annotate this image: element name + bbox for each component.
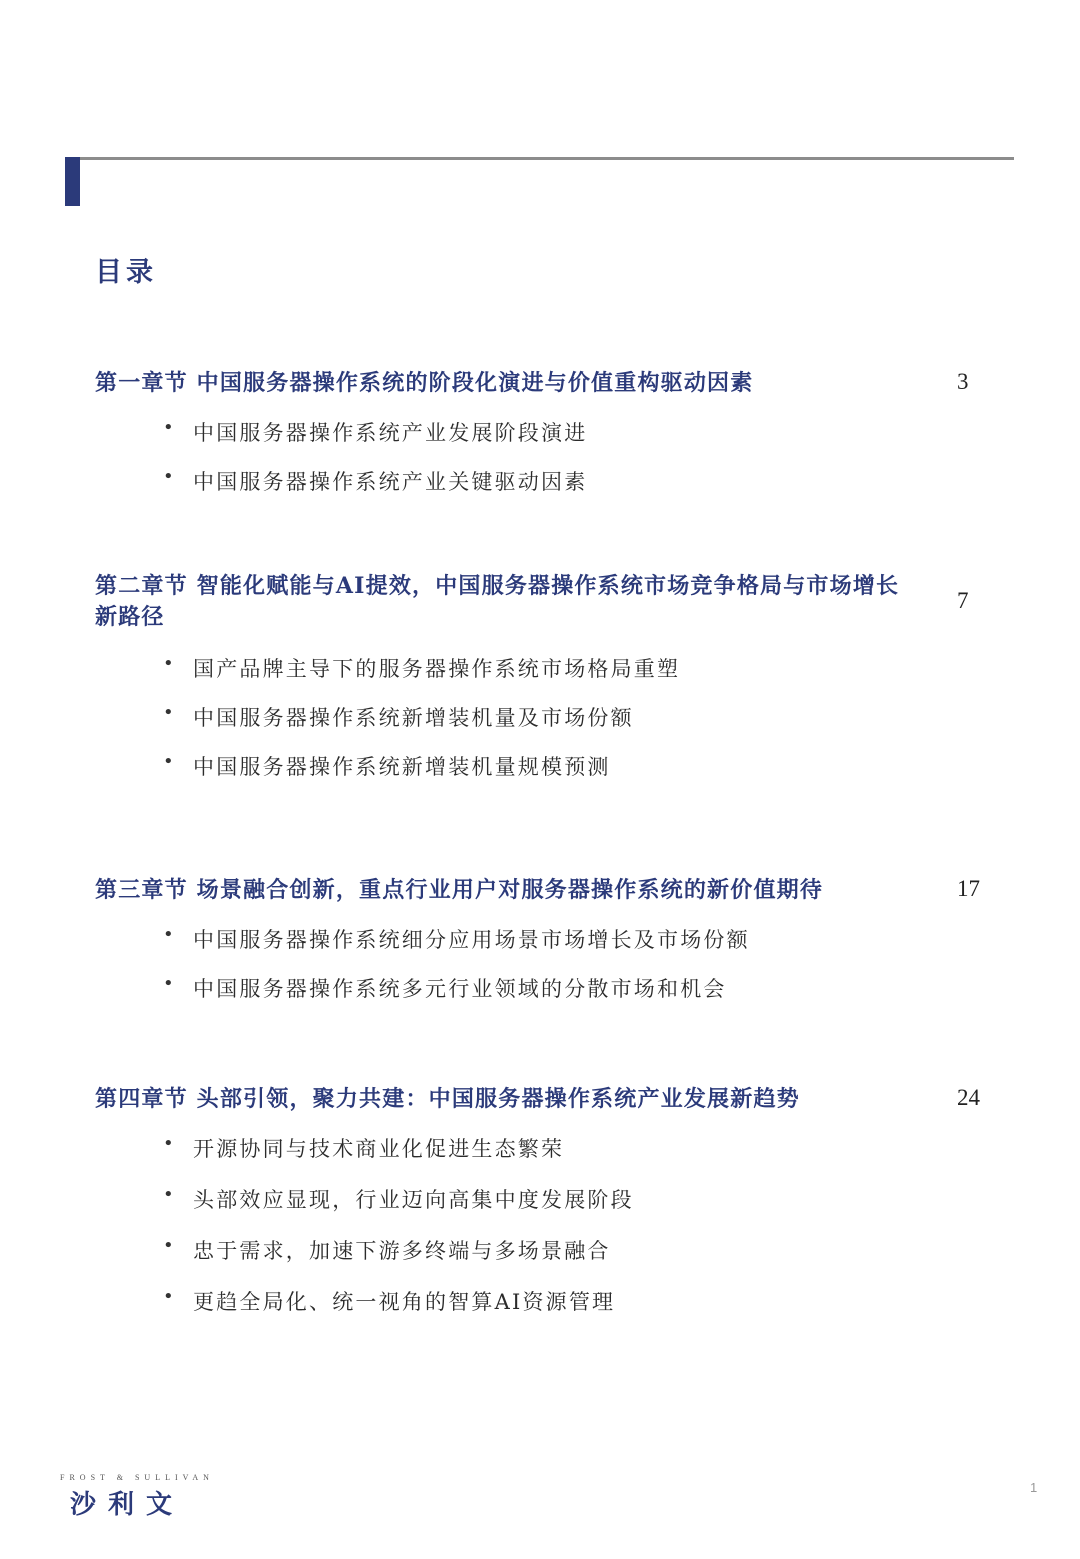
list-item-label: 中国服务器操作系统产业关键驱动因素 — [193, 470, 588, 494]
list-item[interactable] — [95, 751, 990, 800]
list-item[interactable] — [95, 924, 990, 973]
chapter-3 — [95, 875, 990, 1022]
list-item[interactable] — [95, 417, 990, 466]
chapter-page-number[interactable]: 24 — [957, 1085, 980, 1110]
page-number: 1 — [1030, 1480, 1038, 1495]
chapter-2 — [95, 571, 990, 800]
bullet-icon: • — [163, 653, 176, 674]
bullet-icon: • — [163, 1286, 176, 1307]
chapter-items — [95, 924, 990, 1022]
chapter-heading — [95, 875, 990, 906]
header-rule — [80, 157, 1014, 160]
chapter-title[interactable]: 第四章节 头部引领，聚力共建：中国服务器操作系统产业发展新趋势 — [95, 1086, 800, 1112]
list-item[interactable] — [95, 702, 990, 751]
chapter-items — [95, 1133, 990, 1337]
chapter-page-number[interactable]: 17 — [957, 876, 980, 901]
logo-chinese-text: 沙利文 — [70, 1490, 185, 1520]
list-item-label: 中国服务器操作系统新增装机量及市场份额 — [193, 706, 634, 730]
list-item[interactable] — [95, 1286, 990, 1337]
chapter-heading — [95, 1084, 990, 1115]
bullet-icon: • — [163, 924, 176, 945]
list-item[interactable] — [95, 973, 990, 1022]
frost-sullivan-logo — [60, 1473, 220, 1521]
bullet-icon: • — [163, 751, 176, 772]
bullet-icon: • — [163, 702, 176, 723]
bullet-icon: • — [163, 1184, 176, 1205]
header-accent-bar — [65, 157, 80, 206]
list-item-label: 更趋全局化、统一视角的智算AI资源管理 — [193, 1290, 616, 1314]
list-item-label: 中国服务器操作系统新增装机量规模预测 — [193, 755, 611, 779]
bullet-icon: • — [163, 973, 176, 994]
bullet-icon: • — [163, 466, 176, 487]
toc-title: 目录 — [95, 257, 157, 288]
list-item[interactable] — [95, 653, 990, 702]
list-item[interactable] — [95, 1235, 990, 1286]
list-item[interactable] — [95, 1184, 990, 1235]
chapter-page-number[interactable]: 3 — [957, 369, 969, 394]
list-item-label: 开源协同与技术商业化促进生态繁荣 — [193, 1137, 565, 1161]
bullet-icon: • — [163, 1235, 176, 1256]
list-item-label: 中国服务器操作系统细分应用场景市场增长及市场份额 — [193, 928, 750, 952]
bullet-icon: • — [163, 417, 176, 438]
list-item[interactable] — [95, 466, 990, 515]
chapter-title[interactable]: 第一章节 中国服务器操作系统的阶段化演进与价值重构驱动因素 — [95, 370, 754, 396]
chapter-items — [95, 417, 990, 515]
chapter-page-number[interactable]: 7 — [957, 588, 969, 613]
chapter-heading — [95, 368, 990, 399]
list-item[interactable] — [95, 1133, 990, 1184]
list-item-label: 头部效应显现，行业迈向高集中度发展阶段 — [193, 1188, 634, 1212]
bullet-icon: • — [163, 1133, 176, 1154]
chapter-4 — [95, 1084, 990, 1337]
chapter-title[interactable]: 第三章节 场景融合创新，重点行业用户对服务器操作系统的新价值期待 — [95, 877, 824, 903]
logo-english-text: FROST & SULLIVAN — [60, 1473, 214, 1482]
list-item-label: 忠于需求，加速下游多终端与多场景融合 — [193, 1239, 611, 1263]
list-item-label: 国产品牌主导下的服务器操作系统市场格局重塑 — [193, 657, 681, 681]
list-item-label: 中国服务器操作系统多元行业领域的分散市场和机会 — [193, 977, 727, 1001]
chapter-heading — [95, 571, 990, 633]
list-item-label: 中国服务器操作系统产业发展阶段演进 — [193, 421, 588, 445]
chapter-items — [95, 653, 990, 800]
chapter-title[interactable]: 第二章节 智能化赋能与AI提效，中国服务器操作系统市场竞争格局与市场增长新路径 — [95, 573, 900, 630]
chapter-1 — [95, 368, 990, 515]
